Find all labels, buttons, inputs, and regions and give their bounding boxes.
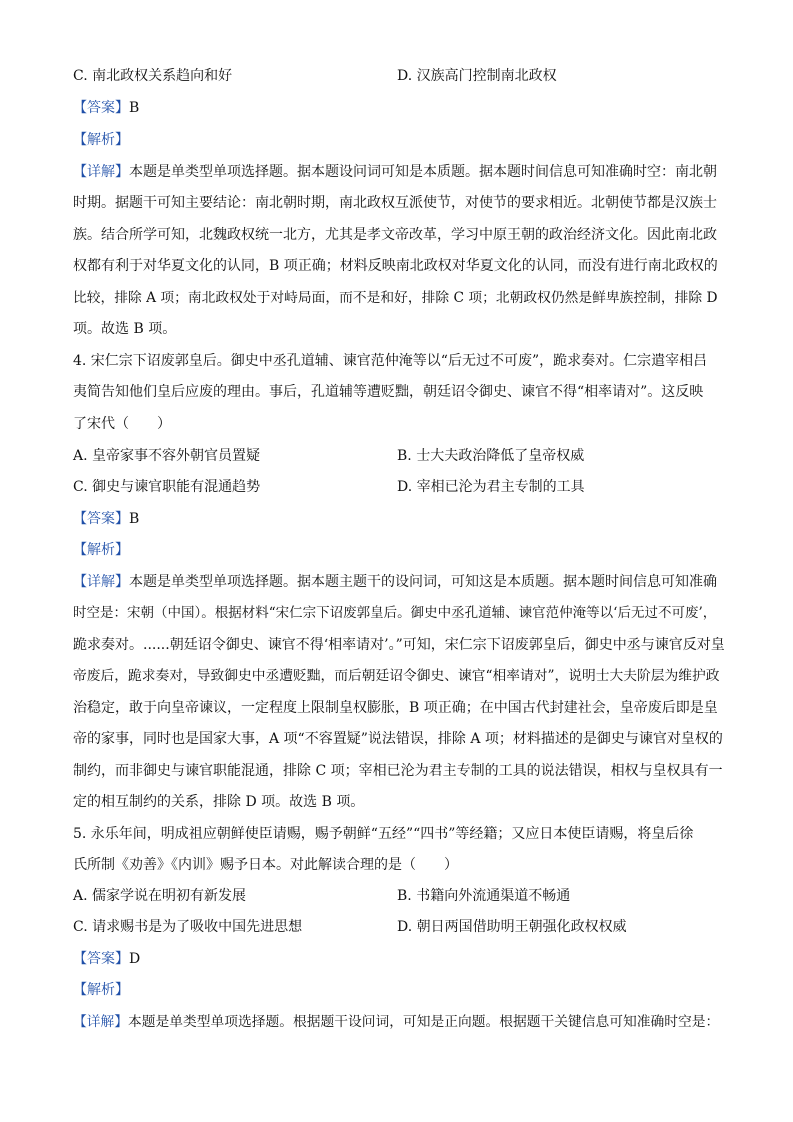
q5-stem-line: 5. 永乐年间，明成祖应朝鲜使臣请赐，赐予朝鲜“五经”“四书”等经籍；又应日本使臣请赐，将皇后徐 [73, 826, 694, 842]
q4-stem-line: 了宋代（ ） [73, 416, 171, 432]
q3-explanation-line: 权都有利于对华夏文化的认同，B 项正确；材料反映南北政权对华夏文化的认同，而没有进行南北政权的 [73, 258, 718, 274]
q4-option-a: A. 皇帝家事不容外朝官员置疑 [73, 448, 261, 464]
q4-explanation-line: 治稳定，敢于向皇帝谏议，一定程度上限制皇权膨胀，B 项正确；在中国古代封建社会，皇帝废后即是皇 [73, 700, 718, 716]
detail-tag: 【详解】 [73, 164, 129, 180]
q5-stem-line: 氏所制《劝善》《内训》赐予日本。对此解读合理的是（ ） [73, 857, 458, 873]
detail-tag: 【详解】 [73, 574, 129, 590]
q3-answer [73, 98, 723, 118]
answer-value: D [129, 951, 141, 967]
explanation-text: 本题是单类型单项选择题。据本题主题干的设问词，可知这是本质题。据本题时间信息可知准确 [129, 574, 717, 590]
q3-explanation-line: 时期。据题干可知主要结论：南北朝时期，南北政权互派使节，对使节的要求相近。北朝使节都是汉族士 [73, 195, 717, 211]
q5-option-d: D. 朝日两国借助明王朝强化政权权威 [397, 919, 627, 935]
q5-answer [73, 949, 723, 969]
q5-analysis-tag [73, 980, 723, 1000]
detail-tag: 【详解】 [73, 1014, 129, 1030]
q5-option-c: C. 请求赐书是为了吸收中国先进思想 [73, 919, 303, 935]
q5-option-a: A. 儒家学说在明初有新发展 [73, 888, 247, 904]
q4-explanation-line: 定的相互制约的关系，排除 D 项。故选 B 项。 [73, 794, 365, 810]
q3-explanation-line: 族。结合所学可知，北魏政权统一北方，尤其是孝文帝改革，学习中原王朝的政治经济文化。因此南北政 [73, 227, 717, 243]
analysis-tag: 【解析】 [73, 132, 129, 148]
q4-analysis-tag [73, 540, 723, 560]
q4-option-d: D. 宰相已沦为君主专制的工具 [397, 479, 585, 495]
q3-option-d: D. 汉族高门控制南北政权 [397, 68, 557, 84]
q3-analysis-tag [73, 130, 723, 150]
q5-option-b: B. 书籍向外流通渠道不畅通 [397, 888, 571, 904]
q3-option-c: C. 南北政权关系趋向和好 [73, 68, 233, 84]
q4-explanation-line: 制约，而非御史与谏官职能混通，排除 C 项；宰相已沦为君主专制的工具的说法错误，相权与皇权具有一 [73, 763, 723, 779]
q4-stem-line: 4. 宋仁宗下诏废郭皇后。御史中丞孔道辅、谏官范仲淹等以“后无过不可废”，跪求奏对。仁宗遣宰相吕 [73, 353, 708, 369]
answer-value: B [129, 511, 140, 527]
explanation-text: 本题是单类型单项选择题。据本题设问词可知是本质题。据本题时间信息可知准确时空：南北朝 [129, 164, 717, 180]
q4-answer [73, 509, 723, 529]
explanation-text: 本题是单类型单项选择题。根据题干设问词，可知是正向题。根据题干关键信息可知准确时空是： [128, 1014, 720, 1030]
q4-option-c: C. 御史与谏官职能有混通趋势 [73, 479, 261, 495]
q4-stem-line: 夷简告知他们皇后应废的理由。事后，孔道辅等遭贬黜，朝廷诏令御史、谏官不得“相率请对”。这反映 [73, 384, 704, 400]
q4-explanation-line: 帝的家事，同时也是国家大事，A 项“不容置疑”说法错误，排除 A 项；材料描述的是御史与谏官对皇权的 [73, 731, 723, 747]
q3-explanation-line: 比较，排除 A 项；南北政权处于对峙局面，而不是和好，排除 C 项；北朝政权仍然是鲜卑族控制，排除 D [73, 290, 718, 306]
analysis-tag: 【解析】 [73, 982, 129, 998]
answer-tag: 【答案】 [73, 511, 129, 527]
q4-explanation-line [73, 572, 723, 592]
q4-explanation-line: 时空是：宋朝（中国）。根据材料“宋仁宗下诏废郭皇后。御史中丞孔道辅、谏官范仲淹等以‘后无过不可废’， [73, 605, 717, 621]
q4-explanation-line: 帝废后，跪求奏对，导致御史中丞遭贬黜，而后朝廷诏令御史、谏官“相率请对”，说明士大夫阶层为维护政 [73, 668, 720, 684]
q3-explanation-line: 项。故选 B 项。 [73, 321, 177, 337]
answer-tag: 【答案】 [73, 100, 129, 116]
answer-value: B [129, 100, 140, 116]
analysis-tag: 【解析】 [73, 542, 129, 558]
q3-explanation-line [73, 162, 723, 182]
q5-explanation-line [73, 1012, 723, 1032]
q4-option-b: B. 士大夫政治降低了皇帝权威 [397, 448, 585, 464]
q4-explanation-line: 跪求奏对。......朝廷诏令御史、谏官不得‘相率请对’。”可知，宋仁宗下诏废郭皇后，御史中丞与谏官反对皇 [73, 637, 725, 653]
answer-tag: 【答案】 [73, 951, 129, 967]
